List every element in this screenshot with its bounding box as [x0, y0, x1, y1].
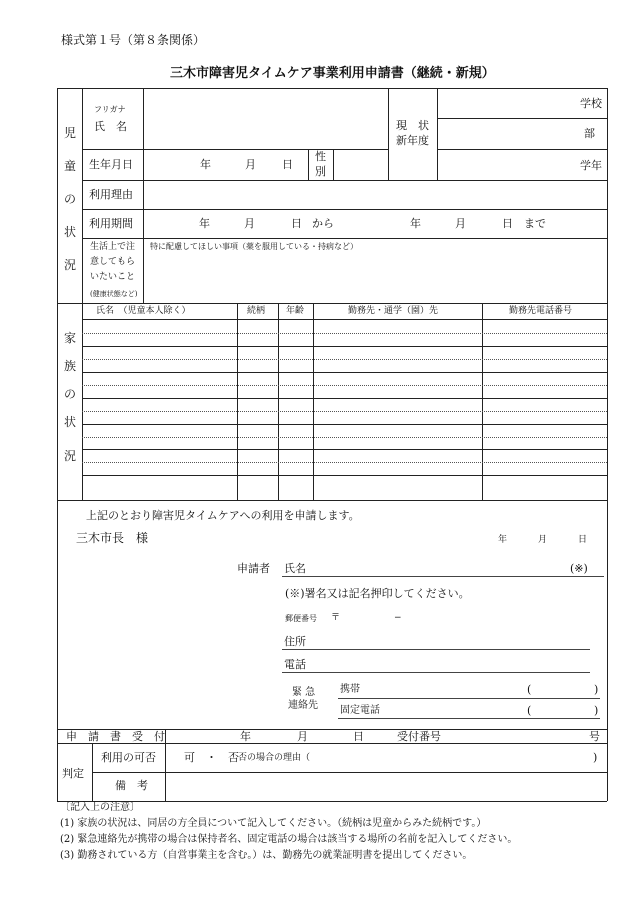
application-year: 年	[498, 535, 508, 545]
address-label: 住所	[284, 635, 306, 648]
period-end-month: 月	[455, 217, 466, 230]
instructions-heading: 〔記入上の注意〕	[60, 802, 140, 813]
family-header-relation: 続柄	[247, 306, 266, 316]
child-section-char: 況	[64, 258, 77, 272]
child-section-char: 状	[64, 225, 77, 239]
dob-label: 生年月日	[89, 158, 133, 171]
dob-day: 日	[282, 158, 293, 171]
yes-no-option[interactable]: 可 ・ 否	[184, 751, 239, 764]
reason-label: 利用理由	[89, 188, 133, 201]
child-name-field[interactable]	[144, 89, 387, 148]
mobile-field[interactable]	[372, 683, 599, 697]
applicant-name-label: 氏名	[284, 562, 306, 575]
dob-month: 月	[245, 158, 256, 171]
sex-label: 性	[315, 150, 326, 163]
receipt-number-label: 受付番号	[397, 730, 441, 743]
judgment-label: 判定	[62, 767, 84, 780]
address-field[interactable]	[310, 633, 590, 648]
paren-close: )	[594, 683, 599, 696]
name-label: 氏 名	[94, 120, 127, 133]
receipt-month: 月	[297, 730, 308, 743]
paren-open: (	[527, 704, 532, 717]
receipt-day: 日	[353, 730, 364, 743]
instruction-item: (2) 緊急連絡先が携帯の場合は保持者名、固定電話の場合は該当する場所の名前を記入してください。	[60, 834, 518, 845]
period-start-month: 月	[244, 217, 255, 230]
instruction-item: (3) 勤務されている方（自営事業主を含む。）は、勤務先の就業証明書を提出してください。	[60, 850, 473, 861]
school-label: 学校	[580, 97, 602, 110]
period-from: から	[312, 217, 334, 230]
instruction-item: (1) 家族の状況は、同居の方全員について記入してください。（続柄は児童からみた続柄です。）	[60, 818, 487, 829]
current-status-label: 現 状	[396, 119, 429, 132]
family-section-char: 況	[64, 449, 77, 463]
notes-label: 生活上で注	[90, 242, 136, 252]
period-label: 利用期間	[89, 217, 133, 230]
new-year-label: 新年度	[396, 134, 429, 147]
emergency-label: 緊 急	[292, 687, 316, 698]
postal-code-field[interactable]	[342, 611, 462, 625]
phone-field[interactable]	[310, 656, 590, 671]
reason-if-no-label: 否の場合の理由（	[238, 753, 311, 763]
table-row[interactable]	[83, 476, 606, 499]
receipt-label: 申 請 書 受 付	[66, 730, 165, 743]
postal-mark: 〒	[331, 613, 341, 623]
reason-field[interactable]	[144, 181, 606, 208]
department-label: 部	[584, 127, 595, 140]
receipt-number-suffix: 号	[589, 730, 600, 743]
family-section-char: 族	[64, 359, 77, 373]
child-section-char: 児	[64, 126, 77, 140]
grade-label: 学年	[580, 159, 602, 172]
notes-hint: 特に配慮してほしい事項（薬を服用している・持病など）	[150, 242, 358, 251]
reason-close-paren: )	[593, 751, 598, 764]
landline-label: 固定電話	[340, 705, 380, 716]
signature-mark: (※)	[570, 562, 588, 575]
notes-label: (健康状態など)	[90, 290, 138, 298]
family-section-char: 状	[64, 415, 77, 429]
reason-if-no-field[interactable]	[330, 748, 590, 766]
application-statement: 上記のとおり障害児タイムケアへの利用を申請します。	[86, 509, 360, 522]
child-section-char: 童	[64, 159, 77, 173]
mobile-label: 携帯	[340, 684, 360, 695]
applicant-label: 申請者	[237, 562, 270, 575]
paren-close: )	[594, 704, 599, 717]
emergency-label: 連絡先	[288, 700, 318, 711]
form-number: 様式第１号（第８条関係）	[61, 33, 206, 47]
period-until: まで	[524, 217, 546, 230]
family-header-phone: 勤務先電話番号	[509, 306, 573, 316]
family-header-workplace: 勤務先・通学（園）先	[348, 306, 439, 316]
dob-year: 年	[200, 158, 211, 171]
postal-dash: −	[394, 613, 402, 623]
paren-open: (	[527, 683, 532, 696]
family-header-name: 氏名 （児童本人除く）	[96, 306, 191, 316]
application-month: 月	[538, 535, 548, 545]
applicant-name-field[interactable]	[310, 560, 565, 575]
period-start-year: 年	[199, 217, 210, 230]
period-start-day: 日	[291, 217, 302, 230]
family-section-char: 家	[64, 331, 77, 345]
period-end-year: 年	[410, 217, 421, 230]
page-title: 三木市障害児タイムケア事業利用申請書（継続・新規）	[170, 66, 495, 81]
period-end-day: 日	[502, 217, 513, 230]
remarks-label: 備 考	[115, 779, 148, 792]
signature-note: (※)署名又は記名押印してください。	[285, 587, 470, 600]
remarks-field[interactable]	[166, 773, 606, 800]
addressee: 三木市長 様	[76, 531, 149, 545]
receipt-year: 年	[240, 730, 251, 743]
furigana-label: フリガナ	[94, 105, 126, 114]
notes-label: いたいこと	[90, 272, 136, 282]
sex-label: 別	[315, 165, 326, 178]
application-day: 日	[578, 535, 588, 545]
phone-label: 電話	[284, 658, 306, 671]
notes-field[interactable]	[144, 254, 606, 302]
availability-label: 利用の可否	[101, 751, 156, 764]
postal-code-label: 郵便番号	[285, 614, 317, 623]
child-section-char: の	[64, 192, 77, 206]
family-section-char: の	[64, 387, 77, 401]
family-header-age: 年齢	[286, 306, 305, 316]
landline-field[interactable]	[390, 703, 599, 717]
notes-label: 意してもら	[90, 257, 136, 267]
